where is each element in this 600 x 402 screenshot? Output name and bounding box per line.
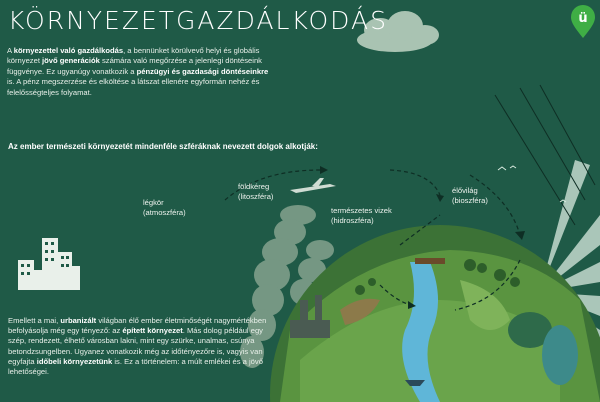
bottom-bold: urbanizált: [60, 316, 97, 325]
intro-text: is. A pénz megszerzése és elköltése a látszat ellenére egyformán nehéz és felelősségteljes folyamat.: [7, 77, 260, 97]
sphere-sub: (atmoszféra): [143, 207, 186, 217]
logo-pin-icon: [570, 5, 596, 39]
thin-rays: [495, 85, 595, 225]
sphere-name: légkör: [143, 198, 164, 207]
birds: [498, 166, 566, 202]
sphere-sub: (hidroszféra): [331, 215, 374, 225]
airplane-icon: [290, 178, 336, 193]
sphere-name: élővilág: [452, 186, 478, 195]
sphere-name: földkéreg: [238, 182, 270, 191]
bottom-text: is. Ez a történelem: a múlt emlékei és a jövő lehetőségei.: [8, 356, 263, 377]
intro-bold: jövő generációk: [42, 56, 100, 66]
sphere-sub: (litoszféra): [238, 191, 274, 201]
bottom-text: Emellett a mai,: [8, 316, 61, 325]
intro-text: , a bennünket körülvevő helyi és globális környezet: [7, 46, 260, 66]
bottom-bold: épített környezet: [122, 326, 183, 336]
sphere-name: természetes vizek: [331, 206, 392, 215]
section-heading: Az ember természeti környezetét mindenféle szféráknak nevezett dolgok alkotják:: [8, 142, 318, 151]
intro-text: számára való megőrzése a jelenlegi döntéseink függvénye. Ez ugyanúgy vonatkozik a: [7, 56, 262, 76]
sphere-label-biosphere: [452, 186, 488, 205]
bottom-text: világban élő ember életminőségét nagymértékben befolyásolja még egy tényező: az: [8, 316, 267, 336]
bottom-paragraph: [8, 316, 283, 377]
logo-letter: ü: [578, 11, 588, 26]
sphere-label-lithosphere: [238, 182, 273, 201]
intro-bold: környezettel való gazdálkodás: [13, 46, 124, 55]
bottom-text: . Más dolog például egy szép, rendezett, élhető városban lakni, mint egy szürke, unalmas, csúnya betondzsungelben. Ugyanez vonatkozik még az időtényezőre is, vagyis van egyfajta: [8, 326, 263, 366]
page-title: KÖRNYEZETGAZDÁLKODÁS: [8, 6, 388, 35]
intro-bold: pénzügyi és gazdasági döntéseinkre: [136, 66, 269, 76]
sphere-label-hydrosphere: [331, 206, 392, 225]
intro-text: A: [7, 46, 14, 55]
sphere-sub: (bioszféra): [452, 195, 488, 205]
intro-paragraph: [7, 46, 277, 98]
sphere-label-atmosphere: [143, 198, 186, 217]
bottom-bold: időbeli környezetünk: [36, 356, 113, 366]
